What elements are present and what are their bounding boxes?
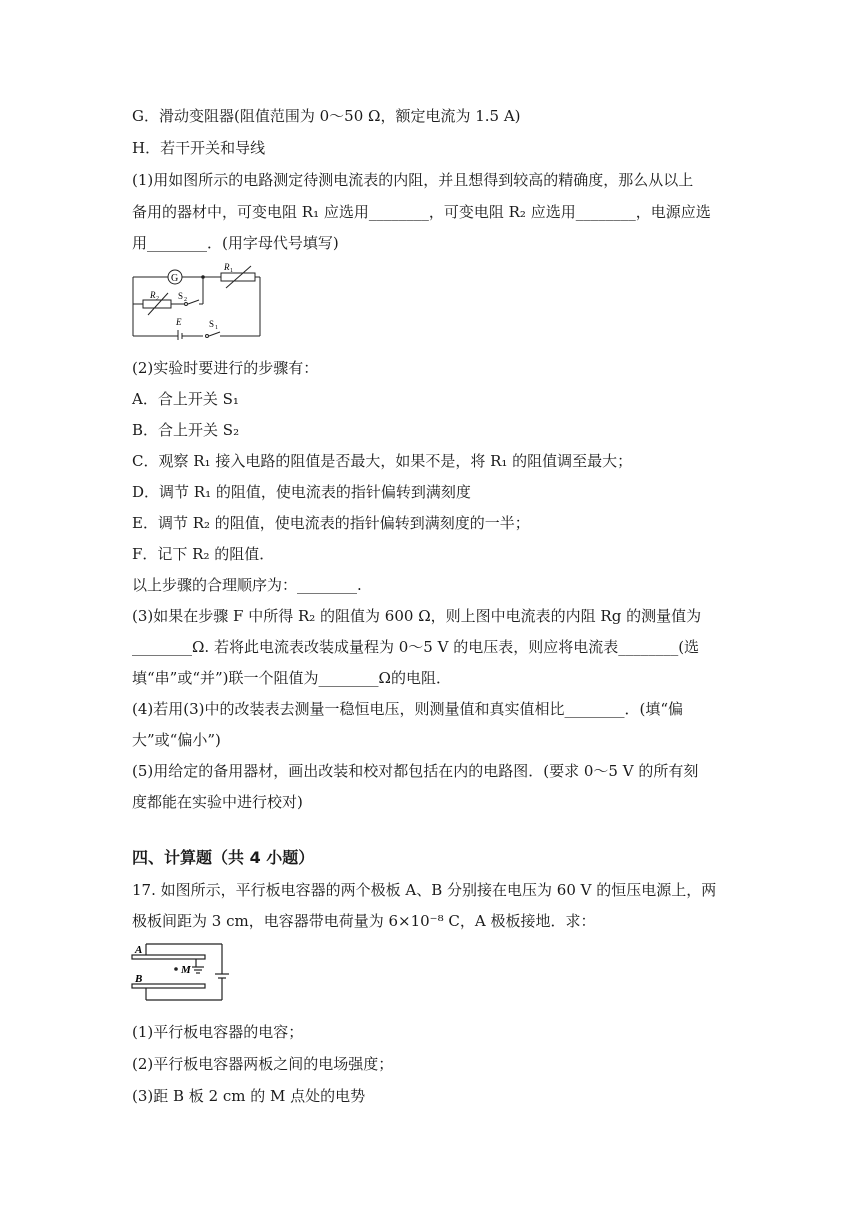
option-g: G．滑动变阻器(阻值范围为 0～50 Ω，额定电流为 1.5 A)	[132, 107, 521, 125]
half-deflection-circuit-diagram	[130, 262, 265, 340]
question-3-line-2: ________Ω. 若将此电流表改装成量程为 0～5 V 的电压表，则应将电流表________(选	[132, 638, 700, 656]
point-m-label: M	[181, 964, 191, 976]
question-2-intro: (2)实验时要进行的步骤有：	[132, 359, 319, 377]
problem-17-part-1: (1)平行板电容器的电容；	[132, 1023, 304, 1041]
plate-a	[132, 955, 205, 959]
s1-label-sub: 1	[215, 325, 218, 331]
section-heading: 四、计算题（共 4 小题）	[132, 848, 315, 867]
question-1-line-1: (1)用如图所示的电路测定待测电流表的内阻，并且想得到较高的精确度，那么从以上	[132, 171, 694, 189]
junction-dot	[201, 275, 205, 279]
s2-label: S	[178, 291, 184, 301]
step-order-question: 以上步骤的合理顺序为：________.	[132, 576, 362, 594]
problem-17-line-1: 17. 如图所示，平行板电容器的两个极板 A、B 分别接在电压为 60 V 的恒压电源上，两	[132, 881, 717, 899]
capacitor-diagram	[130, 940, 240, 1012]
question-5-line-2: 度都能在实验中进行校对)	[132, 793, 303, 811]
battery-label: E	[176, 317, 182, 327]
problem-17-line-2: 极板间距为 3 cm，电容器带电荷量为 6×10⁻⁸ C，A 极板接地．求：	[132, 912, 596, 930]
problem-17-part-3: (3)距 B 板 2 cm 的 M 点处的电势	[132, 1087, 366, 1105]
question-3-line-1: (3)如果在步骤 F 中所得 R₂ 的阻值为 600 Ω，则上图中电流表的内阻 Rg 的测量值为	[132, 607, 702, 625]
galvanometer-label: G	[171, 273, 179, 284]
r1-label: R	[224, 262, 230, 272]
step-f: F．记下 R₂ 的阻值．	[132, 545, 275, 563]
s1-contact	[206, 335, 209, 338]
step-b: B．合上开关 S₂	[132, 421, 240, 439]
point-m	[174, 967, 178, 971]
r2-label: R	[150, 290, 156, 300]
step-a: A．合上开关 S₁	[132, 390, 239, 408]
step-d: D．调节 R₁ 的阻值，使电流表的指针偏转到满刻度	[132, 483, 471, 501]
question-3-line-3: 填“串”或“并”)联一个阻值为________Ω的电阻．	[132, 669, 451, 687]
question-5-line-1: (5)用给定的备用器材，画出改装和校对都包括在内的电路图．(要求 0～5 V 的所有刻	[132, 762, 699, 780]
question-1-line-2: 备用的器材中，可变电阻 R₁ 应选用________，可变电阻 R₂ 应选用________，电源应选	[132, 203, 711, 221]
problem-17-part-2: (2)平行板电容器两板之间的电场强度；	[132, 1055, 394, 1073]
s2-label-sub: 2	[184, 297, 187, 303]
r2-label-sub: 2	[156, 296, 159, 302]
s1-label: S	[209, 319, 215, 329]
plate-a-label: A	[135, 944, 143, 956]
plate-b	[132, 984, 205, 988]
plate-b-label: B	[135, 973, 143, 985]
r1-label-sub: 1	[230, 268, 233, 274]
question-4-line-1: (4)若用(3)中的改装表去测量一稳恒电压，则测量值和真实值相比________．(填“偏	[132, 700, 684, 718]
option-h: H．若干开关和导线	[132, 139, 266, 157]
step-e: E．调节 R₂ 的阻值，使电流表的指针偏转到满刻度的一半；	[132, 514, 530, 532]
question-1-line-3: 用________．(用字母代号填写)	[132, 234, 339, 252]
question-4-line-2: 大”或“偏小”)	[132, 731, 221, 749]
step-c: C．观察 R₁ 接入电路的阻值是否最大，如果不是，将 R₁ 的阻值调至最大；	[132, 452, 633, 470]
